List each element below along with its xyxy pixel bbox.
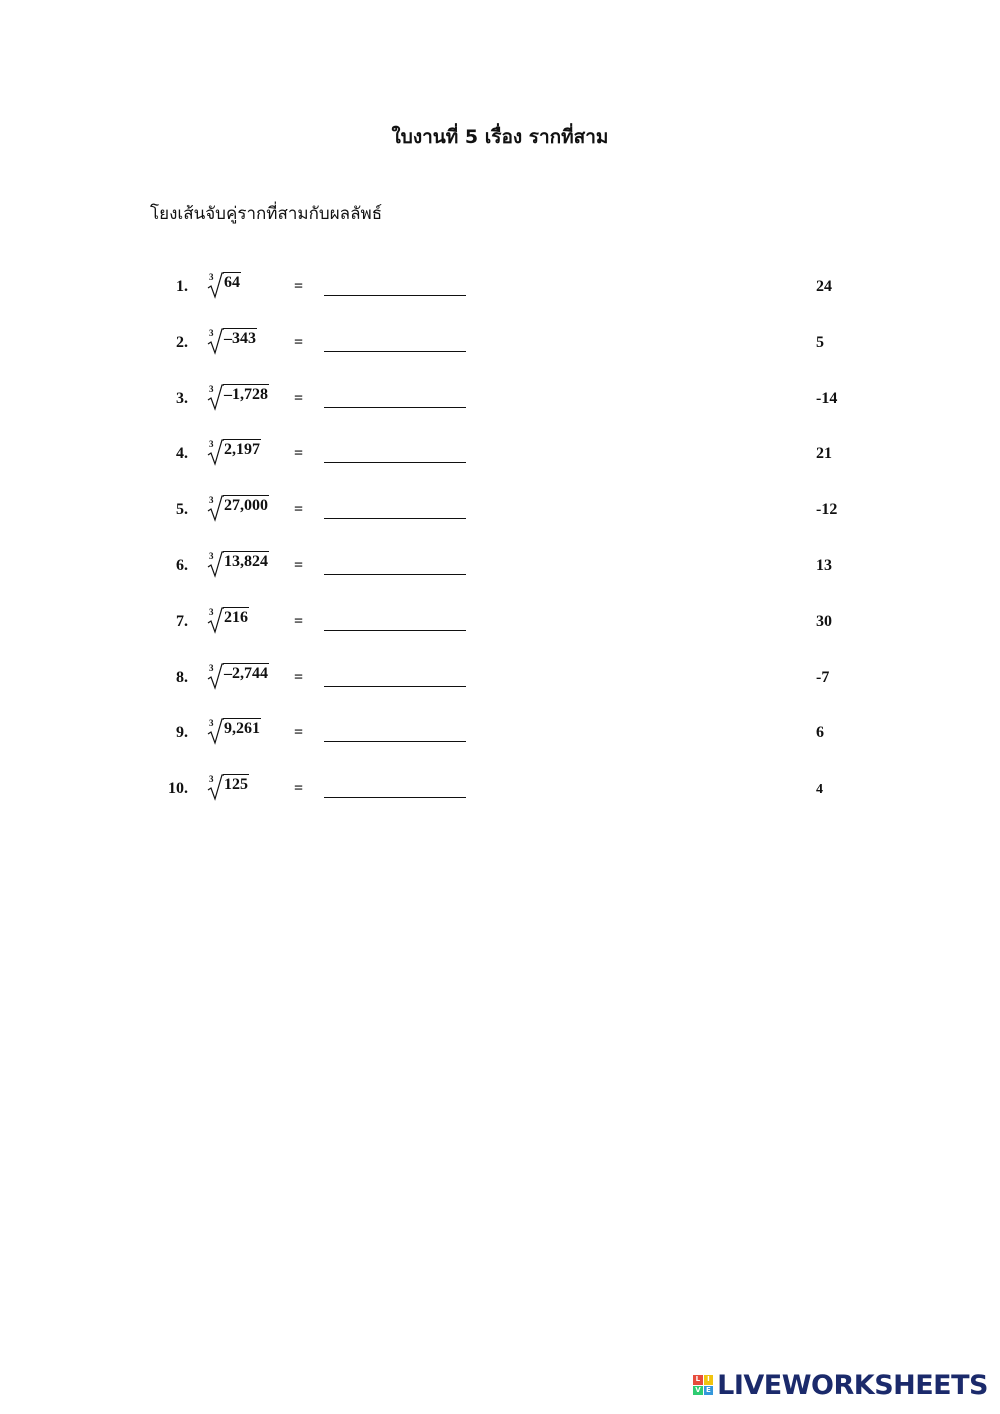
question-row-2: [0, 326, 1000, 382]
root-index: 3: [209, 327, 214, 338]
answer-blank[interactable]: [324, 686, 466, 687]
answer-blank[interactable]: [324, 462, 466, 463]
question-number: 3.: [176, 389, 188, 407]
radicand: 13,824: [224, 552, 268, 570]
equals-sign: =: [294, 612, 304, 630]
logo-text: LIVEWORKSHEETS: [717, 1369, 988, 1401]
root-index: 3: [209, 774, 214, 785]
question-row-9: [0, 716, 1000, 772]
answer-blank[interactable]: [324, 518, 466, 519]
question-number: 8.: [176, 668, 188, 686]
question-row-1: [0, 270, 1000, 326]
equals-sign: =: [294, 445, 304, 463]
equals-sign: =: [294, 668, 304, 686]
answer-choice[interactable]: -7: [816, 668, 830, 686]
equals-sign: =: [294, 389, 304, 407]
question-number: 6.: [176, 556, 188, 574]
radicand: 2,197: [224, 441, 260, 459]
answer-choice[interactable]: -12: [816, 501, 838, 519]
question-row-3: [0, 382, 1000, 438]
equals-sign: =: [294, 724, 304, 742]
question-row-6: [0, 549, 1000, 605]
equals-sign: =: [294, 278, 304, 295]
radicand: –2,744: [224, 664, 268, 682]
answer-choice[interactable]: 13: [816, 556, 832, 574]
root-index: 3: [209, 439, 214, 450]
radicand: 216: [224, 608, 248, 626]
liveworksheets-logo: [693, 1368, 988, 1402]
instruction-text: โยงเส้นจับคู่รากที่สามกับผลลัพธ์: [150, 204, 383, 224]
answer-blank[interactable]: [324, 797, 466, 798]
question-row-4: [0, 437, 1000, 493]
answer-choice[interactable]: 4: [816, 782, 823, 798]
question-number: 4.: [176, 445, 188, 463]
root-index: 3: [209, 495, 214, 506]
logo-block-i: I: [704, 1375, 714, 1385]
equals-sign: =: [294, 333, 304, 351]
root-index: 3: [209, 272, 214, 282]
question-number: 5.: [176, 501, 188, 519]
root-index: 3: [209, 662, 214, 673]
worksheet-title: ใบงานที่ 5 เรื่อง รากที่สาม: [391, 126, 609, 148]
radicand: 64: [224, 274, 240, 291]
logo-block-v: V: [693, 1386, 703, 1396]
question-number: 7.: [176, 612, 188, 630]
question-number: 9.: [176, 724, 188, 742]
answer-blank[interactable]: [324, 741, 466, 742]
radicand: –1,728: [224, 385, 268, 403]
answer-choice[interactable]: 24: [816, 278, 832, 295]
radicand: –343: [224, 329, 256, 347]
answer-blank[interactable]: [324, 351, 466, 352]
root-index: 3: [209, 606, 214, 617]
radicand: 125: [224, 776, 248, 794]
radicand: 9,261: [224, 720, 260, 738]
answer-choice[interactable]: -14: [816, 389, 838, 407]
answer-blank[interactable]: [324, 630, 466, 631]
answer-blank[interactable]: [324, 574, 466, 575]
answer-choice[interactable]: 30: [816, 612, 832, 630]
root-index: 3: [209, 383, 214, 394]
root-index: 3: [209, 550, 214, 561]
root-index: 3: [209, 718, 214, 729]
question-row-7: [0, 605, 1000, 661]
logo-block-l: L: [693, 1375, 703, 1385]
answer-choice[interactable]: 5: [816, 333, 824, 351]
equals-sign: =: [294, 780, 304, 798]
logo-block-e: E: [704, 1386, 714, 1396]
equals-sign: =: [294, 501, 304, 519]
question-row-10: [0, 772, 1000, 828]
question-row-8: [0, 661, 1000, 717]
answer-blank[interactable]: [324, 407, 466, 408]
answer-choice[interactable]: 21: [816, 445, 832, 463]
question-number: 2.: [176, 333, 188, 351]
question-number: 1.: [176, 278, 188, 295]
equals-sign: =: [294, 556, 304, 574]
question-number: 10.: [168, 780, 188, 798]
radicand: 27,000: [224, 497, 268, 515]
question-list: [0, 270, 1000, 828]
answer-blank[interactable]: [324, 295, 466, 296]
question-row-5: [0, 493, 1000, 549]
logo-blocks-icon: [693, 1375, 713, 1395]
answer-choice[interactable]: 6: [816, 724, 824, 742]
